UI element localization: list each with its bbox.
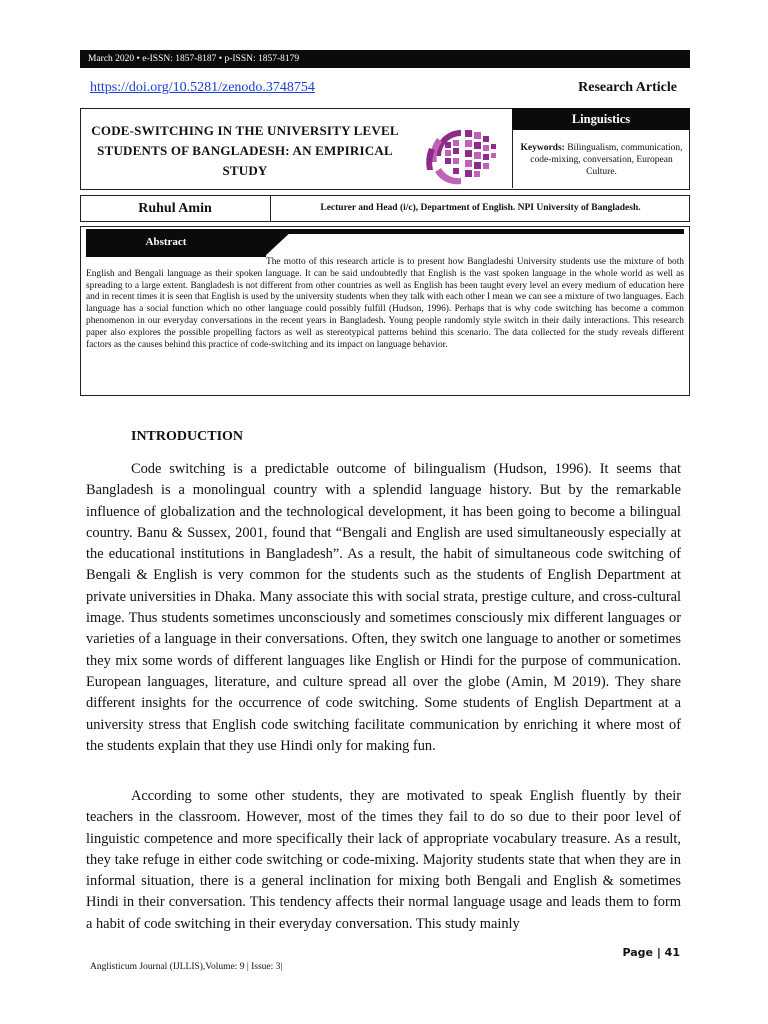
- doi-link[interactable]: https://doi.org/10.5281/zenodo.3748754: [90, 80, 315, 95]
- subject-label: Linguistics: [512, 108, 690, 130]
- abstract-label: Abstract: [145, 236, 187, 248]
- author-name: Ruhul Amin: [138, 201, 212, 216]
- article-type: Research Article: [578, 80, 677, 95]
- section-heading: INTRODUCTION: [131, 429, 244, 444]
- issn-bar: March 2020 • e-ISSN: 1857-8187 • p-ISSN: 1857-8179: [80, 50, 690, 68]
- abstract-text: The motto of this research article is to present how Bangladeshi University students use the mixture of both English and Bengali language as their spoken language. It can be said undoubtedly that English is the vast spoken language in the whole world as well as spreading to a large extent. Bangladesh is not different from other countries as well as English has been taught every level an every medium of education here and in recent times it is seen that English is used by the university students when they talk with each other I mean we can see a mixture of two languages. Each language has a social function which no other language could possibly fulfill (Hudson, 1996). Perhaps that is why code switching has become a common phenomenon in our everyday conversations in the recent years in Bangladesh. Young people randomly style switch in their daily interactions. This research paper also explores the possible propelling factors as well as stereotypical patterns behind this scenario. The data collected for the study reveals different factors as the causes behind this practice of code-switching and its impact on language behavior.: [86, 257, 684, 350]
- keywords-box: [512, 130, 690, 188]
- keywords-text: Bilingualism, communication, code-mixing, conversation, European Culture.: [530, 143, 683, 177]
- author-affiliation: Lecturer and Head (i/c), Department of English. NPI University of Bangladesh.: [320, 203, 641, 213]
- abstract-rule: [266, 229, 684, 234]
- body-paragraph: Code switching is a predictable outcome of bilingualism (Hudson, 1996). It seems that Bangladesh is a monolingual country with a splendid language history. But by the remarkable influence of globalization and the technological development, it has been going to become a bilingual country. Banu & Sussex, 2001, found that “Bengali and English are used simultaneously especially at the educational institutions in Bangladesh”. As a result, the habit of simultaneous code switching of Bengali & English is very common for the students such as the students of English Department at private universities in Dhaka. Many associate this with social strata, prestige culture, and cross-cultural image. Thus students sometimes unconsciously and sometimes consciously mix different languages or varieties of a language in their conversations. Often, they switch one language to another or sometimes they mix some words of different languages like English or Hindi for the purpose of communication. European languages, literature, and culture spread all over the globe (Amin, M 2019). They share different insights for the occurrence of code switching. Some students of English Department at a university stress that English code switching facilitate communication by enriching it where most of the students explain that they use Hindi only for making fun.: [86, 461, 681, 754]
- paper-title: CODE-SWITCHING IN THE UNIVERSITY LEVEL STUDENTS OF BANGLADESH: AN EMPIRICAL STUDY: [91, 123, 399, 178]
- journal-logo-icon: [415, 118, 505, 192]
- journal-footer: Anglisticum Journal (IJLLIS),Volume: 9 | Issue: 3|: [90, 962, 283, 972]
- body-paragraph: According to some other students, they are motivated to speak English fluently by their teachers in the classroom. However, most of the times they fail to do so due to their poor level of linguistic competence and more specifically their lack of appropriate vocabulary treasure. As a result, they take refuge in either code switching or code-mixing. Majority students state that when they are in informal situation, there is a general inclination for mixing both Bengali and English & sometimes Hindi in their conversation. This tendency affects their normal language usage and leads them to form a habit of code switching in their everyday conversation. This study mainly: [86, 788, 681, 932]
- page-number: Page | 41: [622, 946, 680, 959]
- keywords-label: Keywords:: [520, 143, 565, 153]
